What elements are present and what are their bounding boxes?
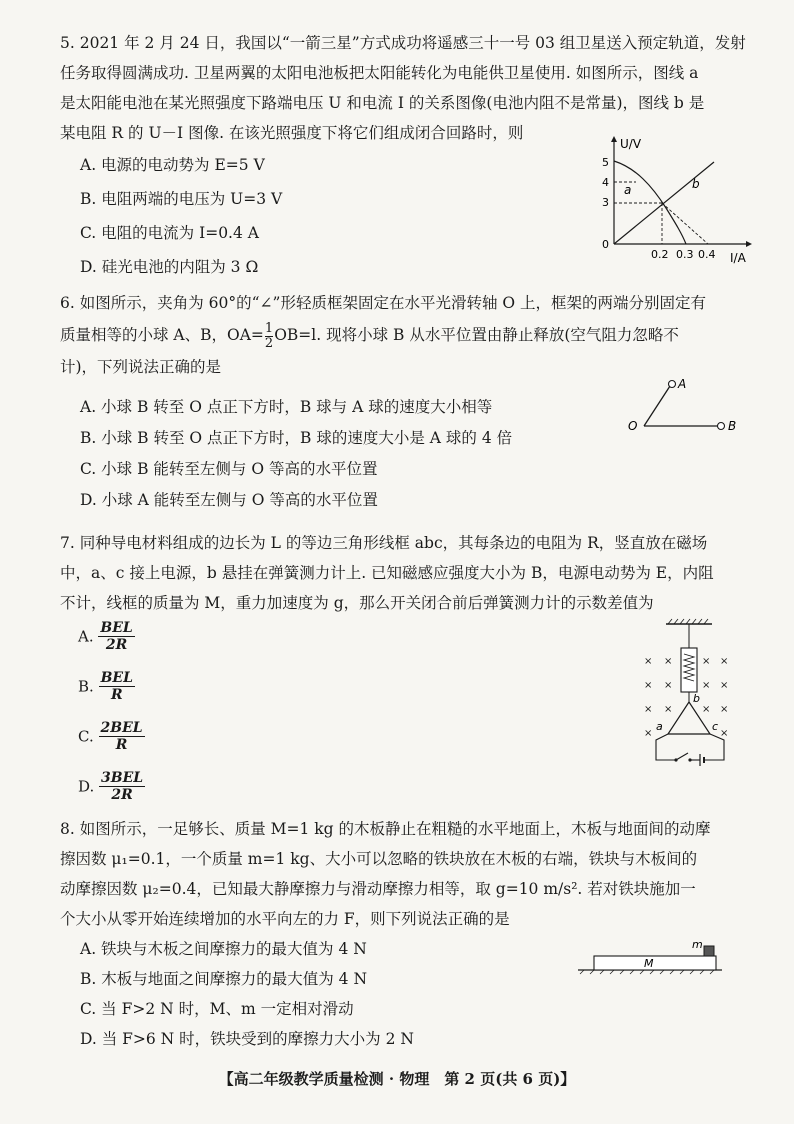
q7-option-b-num: BEL: [100, 670, 133, 686]
q7-option-a-den: 2R: [105, 637, 128, 653]
ball-a: [669, 381, 676, 388]
field-cross: ×: [664, 704, 673, 715]
q7-option-c-den: R: [115, 737, 128, 753]
field-cross: ×: [702, 704, 711, 715]
field-cross: ×: [644, 680, 653, 691]
board-m: [594, 956, 716, 970]
q5-ui-graph: [596, 134, 756, 266]
q7-option-a: [78, 620, 135, 653]
q8-line1: 8. 如图所示，一足够长、质量 M=1 kg 的木板静止在粗糙的水平地面上，木板与地面间的动摩: [60, 820, 711, 838]
q7-option-d-den: 2R: [111, 787, 133, 803]
q6-line3: 计)，下列说法正确的是: [60, 358, 222, 376]
q8-option-b: B. 木板与地面之间摩擦力的最大值为 4 N: [80, 970, 368, 988]
graph-x-label: I/A: [730, 251, 746, 265]
q8-line2: 擦因数 μ₁=0.1，一个质量 m=1 kg、大小可以忽略的铁块放在木板的右端，铁块与木板间的: [60, 850, 698, 868]
q6-line2: [60, 318, 750, 352]
spring-scale: [681, 648, 697, 692]
q7-option-c-num: 2BEL: [100, 720, 143, 736]
graph-x-tick-02: 0.2: [651, 248, 669, 261]
field-cross: ×: [664, 656, 673, 667]
label-big-m: M: [644, 957, 654, 970]
field-cross: ×: [720, 728, 729, 739]
q6-fraction: [265, 322, 273, 351]
graph-y-tick-5: 5: [602, 156, 609, 169]
label-o: O: [628, 419, 638, 433]
ball-b: [718, 423, 725, 430]
label-a: a: [656, 720, 663, 733]
field-cross: ×: [720, 680, 729, 691]
graph-label-b: b: [692, 177, 700, 191]
q7-option-a-letter: A.: [78, 627, 94, 646]
q5-line4: 某电阻 R 的 U－I 图像. 在该光照强度下将它们组成闭合回路时，则: [60, 124, 524, 142]
q7-option-a-num: BEL: [100, 620, 133, 636]
graph-y-tick-3: 3: [602, 196, 609, 209]
graph-y-label: U/V: [620, 137, 642, 151]
field-cross: ×: [664, 680, 673, 691]
q5-line2: 任务取得圆满成功. 卫星两翼的太阳电池板把太阳能转化为电能供卫星使用. 如图所示，图线 a: [60, 64, 699, 82]
q7-option-d: [78, 770, 145, 803]
q6-line2-post: OB=l. 现将小球 B 从水平位置由静止释放(空气阻力忽略不: [274, 326, 679, 344]
q8-option-c: C. 当 F>2 N 时，M、m 一定相对滑动: [80, 1000, 354, 1018]
field-cross: ×: [702, 656, 711, 667]
iron-block: [704, 946, 714, 956]
q6-frac-num: 1: [264, 320, 274, 336]
q7-option-b-letter: B.: [78, 677, 94, 696]
question-8: [60, 814, 750, 934]
q7-option-c-letter: C.: [78, 727, 94, 746]
q7-line3: 不计，线框的质量为 M，重力加速度为 g，那么开关闭合前后弹簧测力计的示数差值为: [60, 594, 654, 612]
q6-option-c: C. 小球 B 能转至左侧与 O 等高的水平位置: [80, 460, 378, 478]
graph-origin: 0: [602, 238, 609, 251]
field-cross: ×: [702, 680, 711, 691]
switch: [676, 753, 688, 760]
q8-line3: 动摩擦因数 μ₂=0.4，已知最大静摩擦力与滑动摩擦力相等，取 g=10 m/s². 若对铁块施加一: [60, 880, 696, 898]
question-7: [60, 528, 750, 618]
q8-line4: 个大小从零开始连续增加的水平向左的力 F，则下列说法正确的是: [60, 910, 510, 928]
q5-options: [60, 148, 580, 284]
label-small-m: m: [692, 938, 703, 951]
q7-option-b: [78, 670, 135, 703]
graph-label-a: a: [624, 183, 632, 197]
q6-options: [60, 392, 620, 516]
q7-line1: 7. 同种导电材料组成的边长为 L 的等边三角形线框 abc，其每条边的电阻为 R，竖直放在磁场: [60, 534, 708, 552]
q8-option-d: D. 当 F>6 N 时，铁块受到的摩擦力大小为 2 N: [80, 1030, 414, 1048]
q8-options: [60, 934, 560, 1054]
q5-option-b: B. 电阻两端的电压为 U=3 V: [80, 190, 283, 208]
label-b: B: [728, 419, 737, 433]
q6-option-a: A. 小球 B 转至 O 点正下方时，B 球与 A 球的速度大小相等: [80, 398, 493, 416]
q6-frac-den: 2: [264, 335, 274, 351]
q7-option-b-den: R: [110, 687, 123, 703]
page-footer: 【高二年级教学质量检测 · 物理 第 2 页(共 6 页)】: [218, 1070, 576, 1088]
question-6: [60, 288, 750, 382]
label-a: A: [678, 377, 687, 391]
q5-line3: 是太阳能电池在某光照强度下路端电压 U 和电流 I 的关系图像(电池内阻不是常量)，图线 b 是: [60, 94, 705, 112]
graph-curve-a: [614, 161, 686, 244]
q8-option-a: A. 铁块与木板之间摩擦力的最大值为 4 N: [80, 940, 367, 958]
field-cross: ×: [644, 656, 653, 667]
graph-x-tick-04: 0.4: [698, 248, 716, 261]
q7-line2: 中，a、c 接上电源，b 悬挂在弹簧测力计上. 已知磁感应强度大小为 B，电源电动势为 E，内阻: [60, 564, 714, 582]
field-cross: ×: [644, 704, 653, 715]
q6-option-b: B. 小球 B 转至 O 点正下方时，B 球的速度大小是 A 球的 4 倍: [80, 429, 513, 447]
graph-y-tick-4: 4: [602, 176, 609, 189]
question-5: [60, 28, 750, 148]
q5-option-c: C. 电阻的电流为 I=0.4 A: [80, 224, 259, 242]
q7-option-d-letter: D.: [78, 777, 95, 796]
q5-option-a: A. 电源的电动势为 E=5 V: [80, 156, 265, 174]
q7-option-d-num: 3BEL: [101, 770, 144, 786]
label-b: b: [693, 692, 700, 705]
q7-circuit-figure: [628, 616, 732, 774]
graph-x-tick-03: 0.3: [676, 248, 694, 261]
q7-option-c: [78, 720, 145, 753]
field-cross: ×: [720, 704, 729, 715]
q6-line1: 6. 如图所示，夹角为 60°的“∠”形轻质框架固定在水平光滑转轴 O 上，框架的两端分别固定有: [60, 294, 707, 312]
q6-line2-pre: 质量相等的小球 A、B，OA=: [60, 326, 264, 344]
label-c: c: [712, 720, 719, 733]
q6-frame-figure: [622, 372, 752, 438]
field-cross: ×: [720, 656, 729, 667]
q5-line1: 5. 2021 年 2 月 24 日，我国以“一箭三星”方式成功将遥感三十一号 03 组卫星送入预定轨道，发射: [60, 34, 746, 52]
q8-board-figure: [574, 936, 726, 976]
field-cross: ×: [644, 728, 653, 739]
q6-option-d: D. 小球 A 能转至左侧与 O 等高的水平位置: [80, 491, 378, 509]
q5-option-d: D. 硅光电池的内阻为 3 Ω: [80, 258, 259, 276]
